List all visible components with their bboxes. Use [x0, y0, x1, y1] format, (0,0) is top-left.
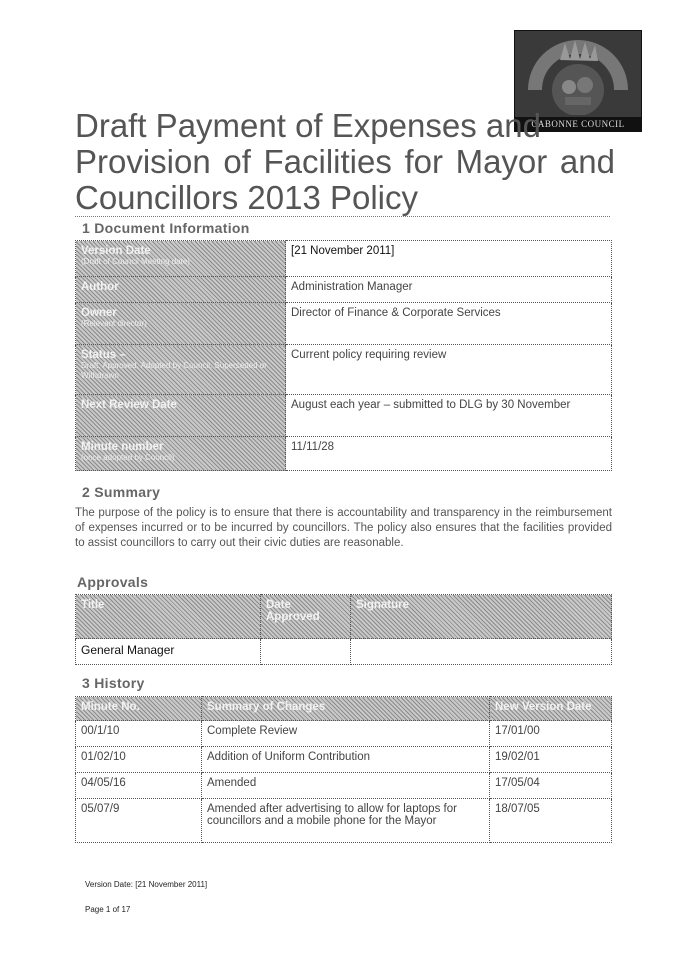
info-value-cell: August each year – submitted to DLG by 30 November [286, 395, 612, 437]
column-header: Minute No. [76, 697, 202, 721]
title-word: of [223, 143, 251, 180]
section-heading-history: 3 History [82, 675, 145, 691]
title-line-1: Draft Payment of Expenses and [75, 107, 541, 144]
table-row [76, 639, 612, 665]
section-heading-approvals: Approvals [77, 574, 149, 590]
info-label-cell [76, 241, 286, 277]
title-line-3: Councillors 2013 Policy [75, 179, 419, 216]
table-cell: 04/05/16 [76, 773, 202, 799]
info-value-cell: Current policy requiring review [286, 345, 612, 395]
info-label: Minute number [81, 441, 164, 453]
table-row [76, 721, 612, 747]
info-label-cell [76, 303, 286, 345]
table-cell: 17/05/04 [490, 773, 612, 799]
table-cell: 00/1/10 [76, 721, 202, 747]
table-row [76, 277, 612, 303]
info-label-cell [76, 345, 286, 395]
title-word: and [559, 143, 615, 180]
table-row [76, 345, 612, 395]
table-row [76, 303, 612, 345]
approvals-table [75, 594, 612, 665]
table-cell: 05/07/9 [76, 799, 202, 843]
table-row [76, 799, 612, 843]
info-value-cell: 11/11/28 [286, 437, 612, 471]
table-cell: 19/02/01 [490, 747, 612, 773]
table-cell: Amended [202, 773, 490, 799]
table-cell: Amended after advertising to allow for laptops for councillors and a mobile phone for the Mayor [202, 799, 490, 843]
info-label-note: (Relevant director) [81, 319, 147, 328]
info-label-cell [76, 437, 286, 471]
footer-version-date: Version Date: [21 November 2011] [85, 880, 208, 889]
info-value-cell: Administration Manager [286, 277, 612, 303]
info-label-note: Draft, Approved, Adopted by Council, Superseded or Withdrawn [81, 361, 267, 380]
info-label-note: (Draft of Council Meeting date) [81, 257, 190, 266]
table-row [76, 395, 612, 437]
table-row [76, 747, 612, 773]
table-header-row [76, 595, 612, 639]
info-value-cell: Director of Finance & Corporate Services [286, 303, 612, 345]
table-cell: General Manager [76, 639, 261, 665]
column-header: Signature [351, 595, 612, 639]
table-cell: 18/07/05 [490, 799, 612, 843]
council-crest-icon [525, 35, 631, 115]
column-header: Date Approved [261, 595, 351, 639]
table-cell: 01/02/10 [76, 747, 202, 773]
logo-banner: CABONNE COUNCIL [515, 117, 641, 131]
title-word: Provision [75, 143, 211, 180]
table-cell: 17/01/00 [490, 721, 612, 747]
title-divider [75, 216, 610, 217]
info-label-cell [76, 395, 286, 437]
table-cell: Addition of Uniform Contribution [202, 747, 490, 773]
info-label: Status – [81, 349, 126, 361]
document-information-table [75, 240, 612, 471]
info-label-cell [76, 277, 286, 303]
table-row [76, 773, 612, 799]
table-cell: Complete Review [202, 721, 490, 747]
column-header: Summary of Changes [202, 697, 490, 721]
info-label: Owner [81, 307, 117, 319]
footer-page-number: Page 1 of 17 [85, 905, 131, 914]
info-label: Next Review Date [81, 399, 177, 411]
title-word: for [404, 143, 443, 180]
column-header: New Version Date [490, 697, 612, 721]
title-line-2 [75, 144, 615, 180]
info-label-note: (once adopted by Council) [81, 453, 175, 462]
document-title [75, 108, 615, 216]
table-row [76, 437, 612, 471]
history-table [75, 696, 612, 843]
summary-paragraph: The purpose of the policy is to ensure that there is accountability and transparency in the reimbursement of expenses incurred or to be incurred by councillors. The policy also ensures that the facilities provided to assist councillors to carry out their civic duties are reasonable. [75, 507, 612, 549]
table-cell [351, 639, 612, 665]
info-value-cell: [21 November 2011] [286, 241, 612, 277]
info-label: Author [81, 281, 119, 293]
section-heading-document-information: 1 Document Information [82, 220, 250, 236]
title-word: Mayor [455, 143, 548, 180]
table-cell [261, 639, 351, 665]
table-header-row [76, 697, 612, 721]
info-label: Version Date [81, 245, 151, 257]
section-heading-summary: 2 Summary [82, 484, 161, 500]
column-header: Title [76, 595, 261, 639]
title-word: Facilities [263, 143, 392, 180]
table-row [76, 241, 612, 277]
